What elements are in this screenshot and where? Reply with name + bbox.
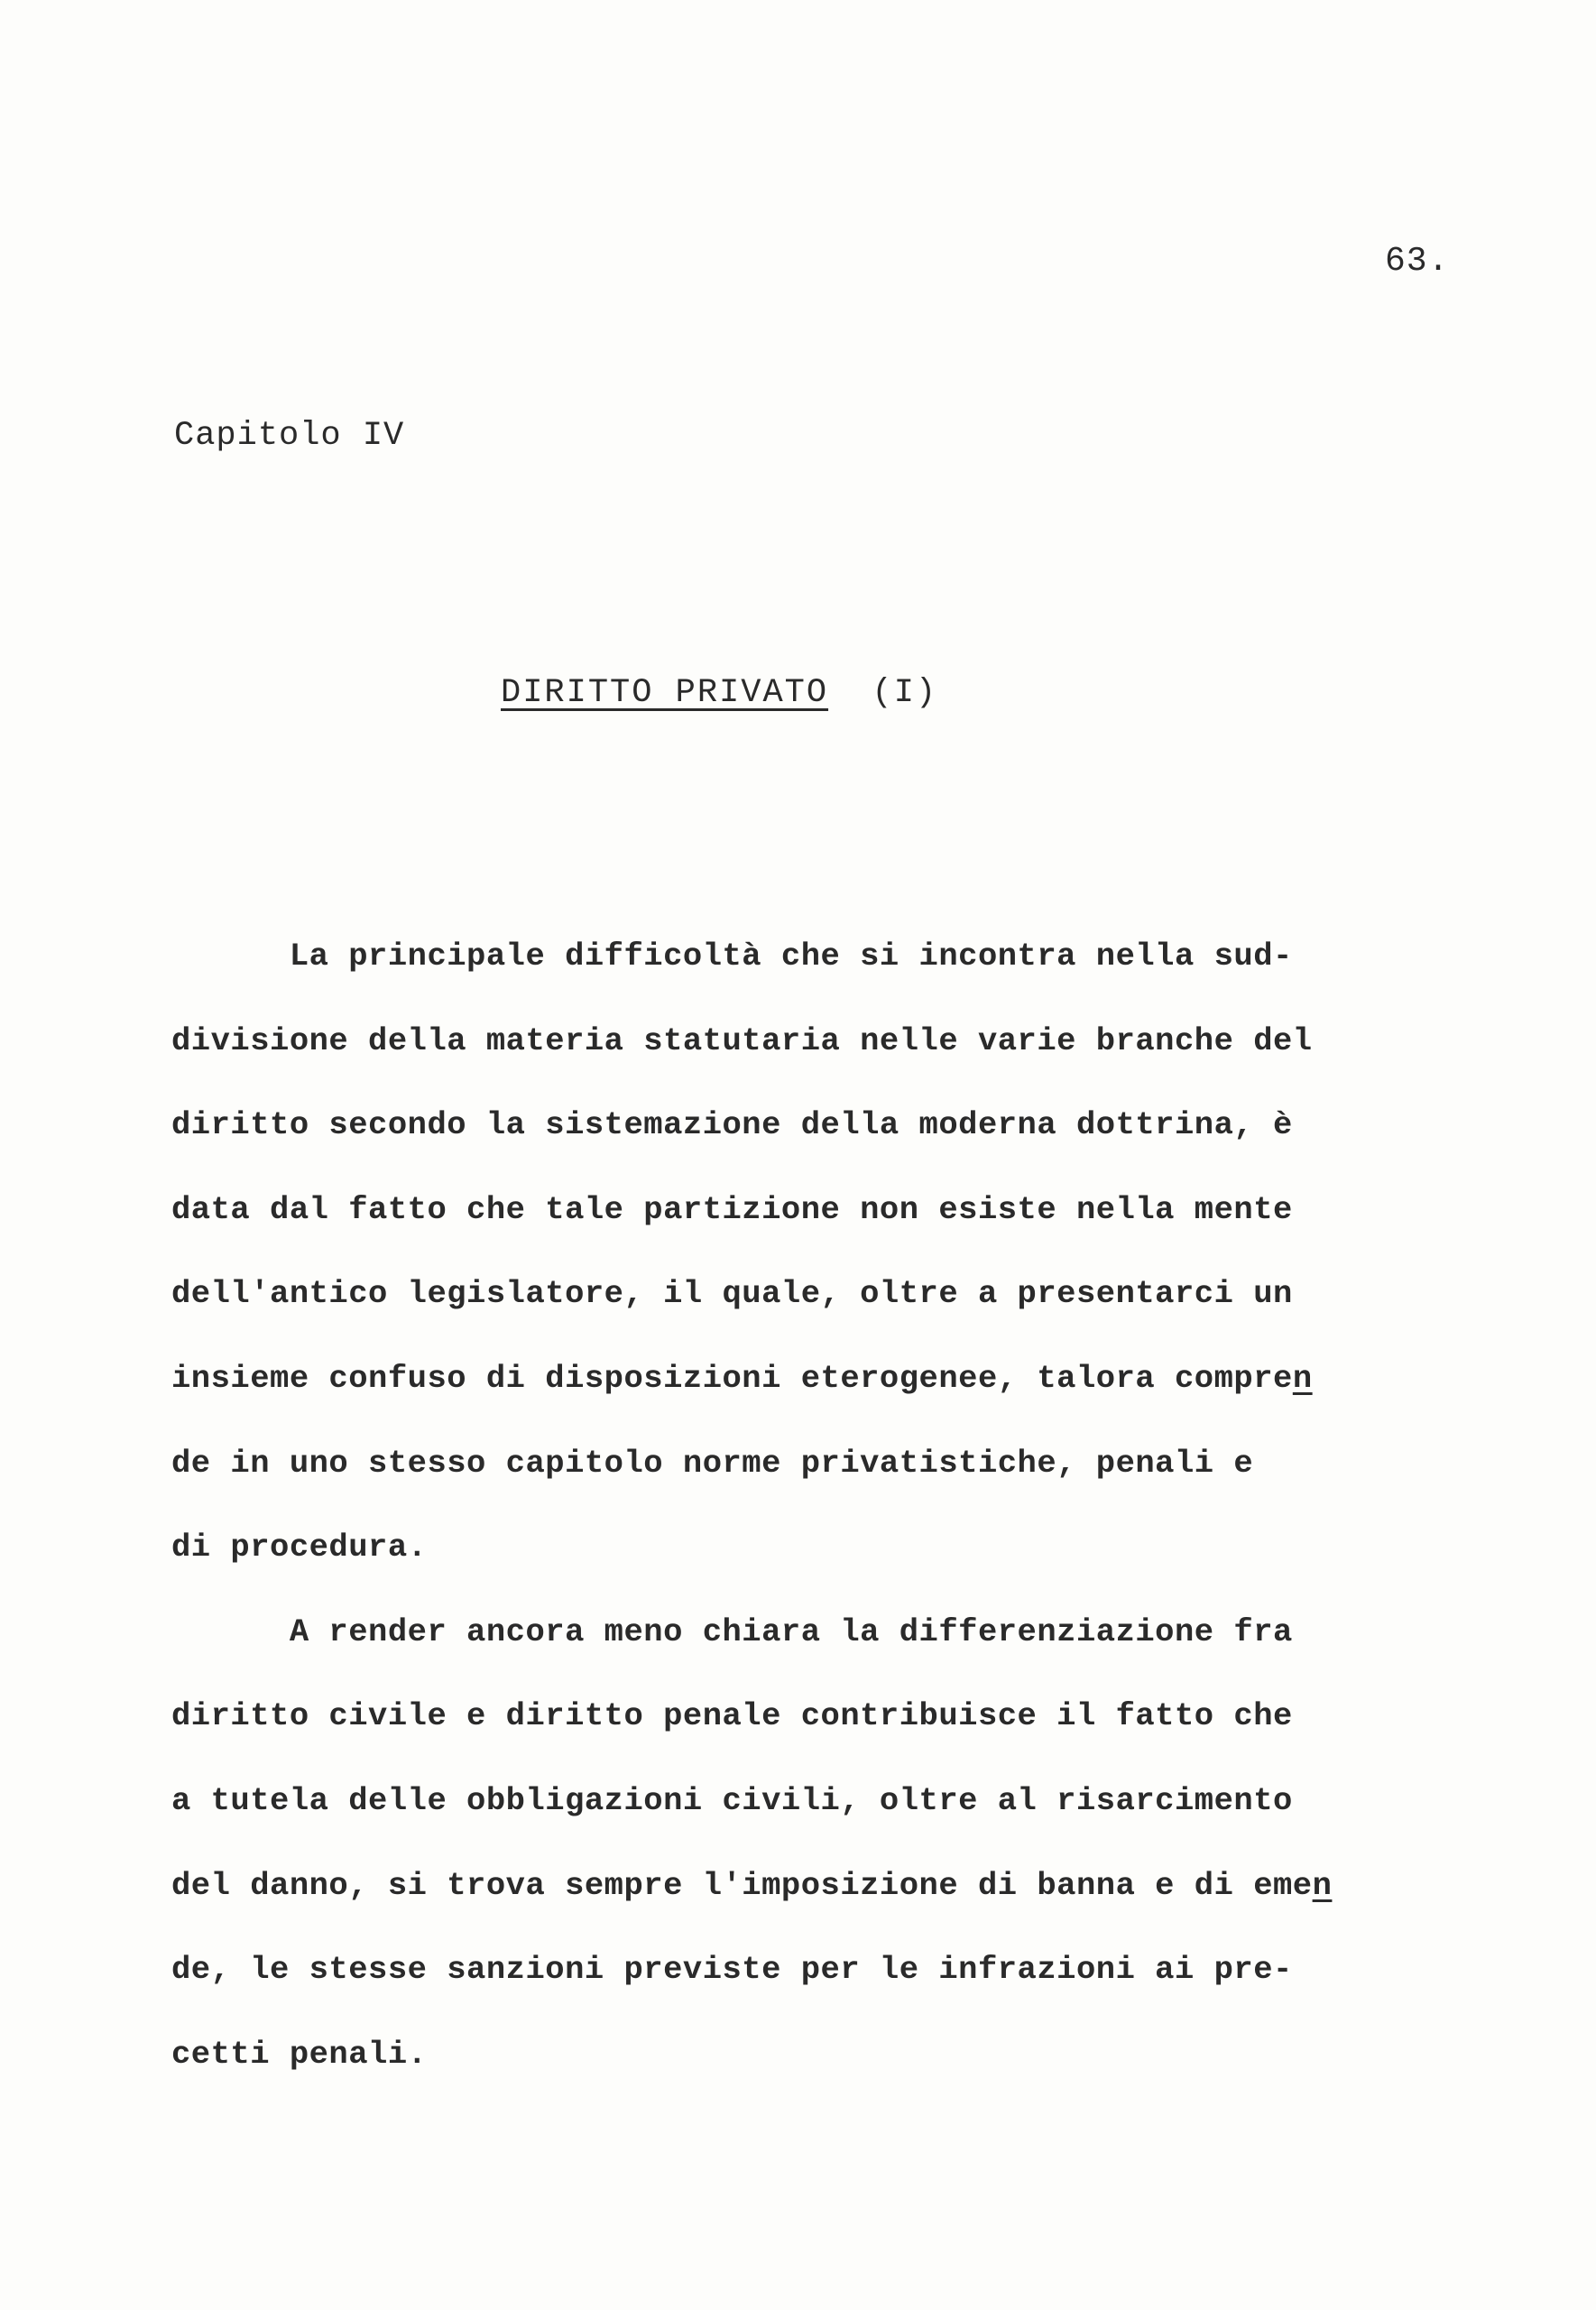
text-line-12: del danno, si trova sempre l'imposizione di banna e di emen: [171, 1866, 1333, 1904]
line-end-underline: n: [1292, 1359, 1313, 1397]
text-line-3: diritto secondo la sistemazione della moderna dottrina, è: [171, 1106, 1293, 1144]
section-title-main: DIRITTO PRIVATO: [501, 674, 829, 712]
chapter-label: Capitolo IV: [174, 417, 405, 455]
text-line-14: cetti penali.: [171, 2035, 428, 2073]
page-number: 63.: [1385, 242, 1450, 281]
text-line-6: insieme confuso di disposizioni eterogenee, talora compren: [171, 1359, 1313, 1397]
text-line-1: La principale difficoltà che si incontra nella sud-: [171, 938, 1293, 975]
section-title: [501, 674, 937, 712]
section-title-note: (I): [872, 674, 938, 712]
text-line-8: di procedura.: [171, 1529, 428, 1566]
text-line-5: dell'antico legislatore, il quale, oltre a presentarci un: [171, 1275, 1293, 1313]
text-line-13: de, le stesse sanzioni previste per le infrazioni ai pre-: [171, 1951, 1293, 1989]
text-line-9: A render ancora meno chiara la differenziazione fra: [171, 1612, 1293, 1650]
text-line-2: divisione della materia statutaria nelle varie branche del: [171, 1021, 1313, 1059]
text-line-10: diritto civile e diritto penale contribuisce il fatto che: [171, 1697, 1293, 1735]
text-line-11: a tutela delle obbligazioni civili, oltre al risarcimento: [171, 1781, 1293, 1819]
text-line-7: de in uno stesso capitolo norme privatistiche, penali e: [171, 1444, 1254, 1482]
line-end-underline: n: [1312, 1866, 1333, 1904]
body-text: [171, 938, 1471, 2121]
text-line-4: data dal fatto che tale partizione non esiste nella mente: [171, 1190, 1293, 1228]
